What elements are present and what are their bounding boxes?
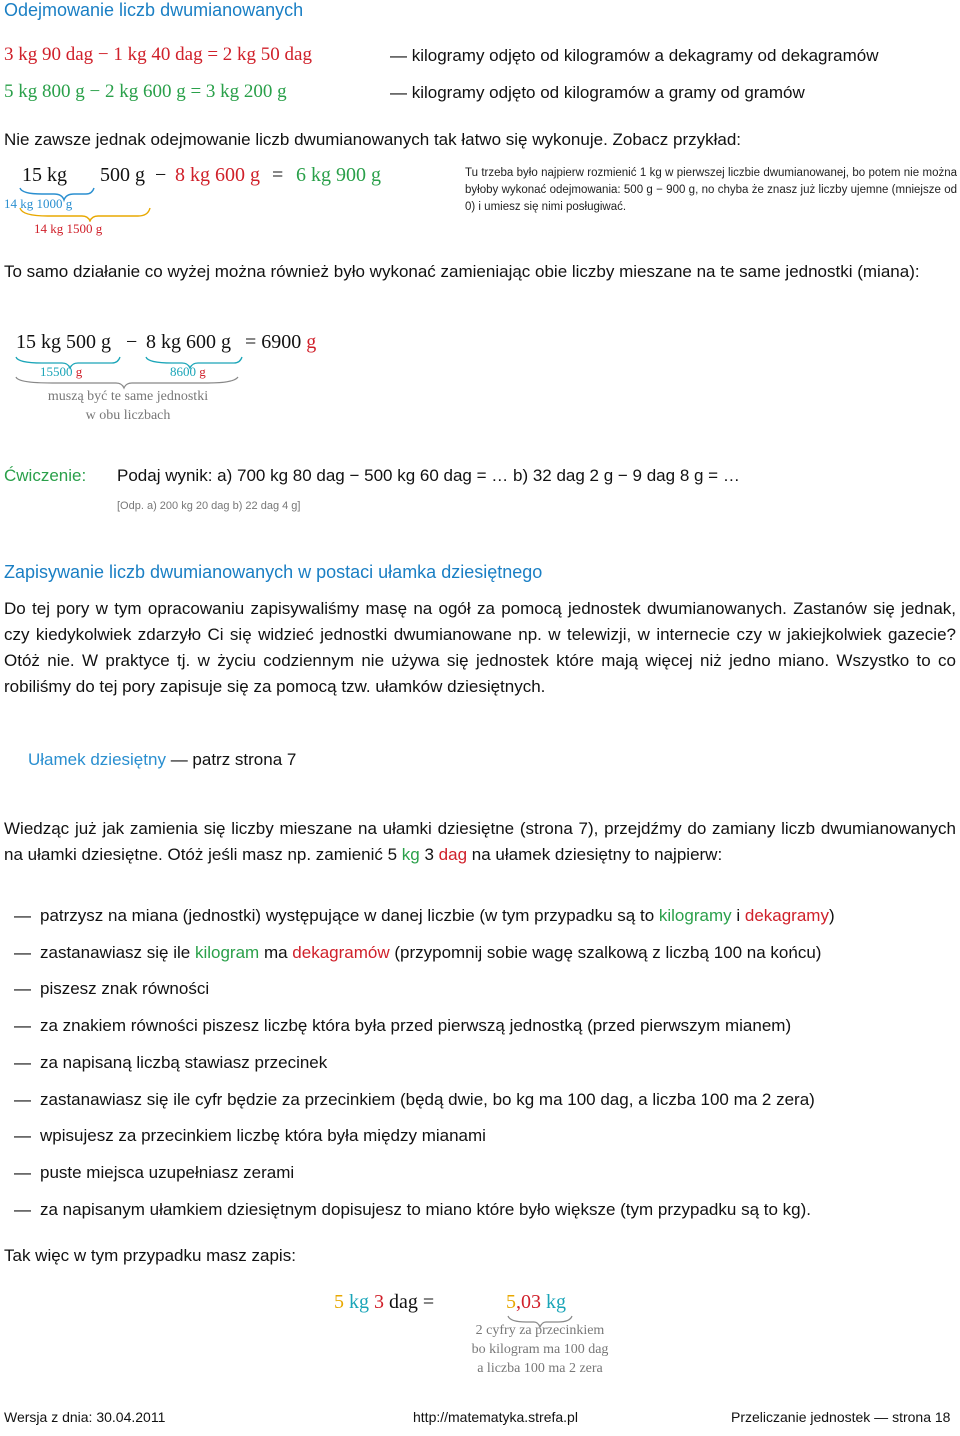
step-text-c: ) xyxy=(828,906,835,925)
exercise-answer: [Odp. a) 200 kg 20 dag b) 22 dag 4 g] xyxy=(117,500,301,512)
footer-page: Przeliczanie jednostek — strona 18 xyxy=(731,1409,951,1425)
step-text-a: za napisanym ułamkiem dziesiętnym dopisujesz to miano które było większe (tym przypadku są to kg). xyxy=(40,1199,811,1219)
intro-text: Nie zawsze jednak odejmowanie liczb dwumianowanych tak łatwo się wykonuje. Zobacz przykład: xyxy=(4,130,742,149)
conclusion-text: Tak więc w tym przypadku masz zapis: xyxy=(4,1246,296,1265)
step-item xyxy=(14,979,209,999)
final-equation: 5 kg 3 dag = xyxy=(334,1291,435,1313)
eq3-note-line2: w obu liczbach xyxy=(85,408,171,423)
final-result: 5,03 kg xyxy=(506,1291,566,1313)
footer-url[interactable]: http://matematyka.strefa.pl xyxy=(413,1409,578,1425)
step-dash: — xyxy=(14,979,31,999)
equation-kg-g: 5 kg 800 g − 2 kg 600 g = 3 kg 200 g xyxy=(4,81,287,102)
step-item xyxy=(14,1126,486,1146)
reference-decimal-fraction xyxy=(28,750,296,770)
exercise-label: Ćwiczenie: xyxy=(4,466,87,485)
step-text-a: za napisaną liczbą stawiasz przecinek xyxy=(40,1052,328,1072)
step-text-a: wpisujesz za przecinkiem liczbę która była między mianami xyxy=(40,1126,486,1146)
side-note: Tu trzeba było najpierw rozmienić 1 kg w pierwszej liczbie dwumianowanej, bo potem nie można byłoby wykonać odejmowania: 500 g − 900 g, no chyba że znasz już liczby ujemne (mniejsze od 0) i umiesz się nimi posługiwać. xyxy=(465,167,957,213)
step-text-c: (przypomnij sobie wagę szalkową z liczbą 100 na końcu) xyxy=(389,942,822,962)
step-text-r: dekagramów xyxy=(292,942,390,962)
section2-paragraph1: Do tej pory w tym opracowaniu zapisywaliśmy masę na ogół za pomocą jednostek dwumianowanych. Zastanów się jednak, czy kiedykolwiek zdarzyło Ci się widzieć jednostki dwumianowane np. w telewizji, w internecie czy w jakiejkolwiek gazecie? Otóż nie. W praktyce tj. w życiu codziennym nie używa się jednostek które mają więcej niż jedno miano. Wszystko to co robiliśmy do tej pory zapisuje się za pomocą tzw. ułamków dziesiętnych. xyxy=(4,599,956,696)
final-note xyxy=(440,1321,640,1378)
step-dash: — xyxy=(14,906,31,925)
equation-kg-g-note: — kilogramy odjęto od kilogramów a gramy od gramów xyxy=(390,83,805,102)
section-title-decimal: Zapisywanie liczb dwumianowanych w postaci ułamka dziesiętnego xyxy=(4,562,543,582)
step-text-a: zastanawiasz się ile cyfr będzie za przecinkiem (będą dwie, bo kg ma 100 dag, a liczba 100 ma 2 zera) xyxy=(40,1089,815,1109)
example-minus: − xyxy=(155,164,167,186)
eq3-mid: 8 kg 600 g xyxy=(146,331,231,353)
example-8kg600g: 8 kg 600 g xyxy=(175,164,260,186)
step-text-g: kilogramy xyxy=(658,906,732,925)
step-text-b: i xyxy=(731,906,745,925)
reference-page: — patrz strona 7 xyxy=(170,750,297,769)
step-dash: — xyxy=(14,1052,31,1072)
step-item xyxy=(14,1053,327,1073)
eq3-sub2: 8600 g xyxy=(170,364,206,379)
equation-kg-dag: 3 kg 90 dag − 1 kg 40 dag = 2 kg 50 dag xyxy=(4,44,312,65)
example-sub-14kg1000g: 14 kg 1000 g xyxy=(4,196,73,211)
eq3-note-line1: muszą być te same jednostki xyxy=(47,389,209,404)
example-15kg: 15 kg xyxy=(22,164,67,186)
step-item xyxy=(14,906,835,926)
step-dash: — xyxy=(14,1199,31,1219)
eq3-result: = 6900 g xyxy=(245,331,317,353)
step-item xyxy=(14,1016,791,1036)
reference-term: Ułamek dziesiętny xyxy=(28,750,166,769)
final-note-line3: a liczba 100 ma 2 zera xyxy=(477,1361,603,1376)
eq3-left: 15 kg 500 g xyxy=(16,331,111,353)
step-item xyxy=(14,943,821,963)
step-text-a: piszesz znak równości xyxy=(40,979,210,999)
step-text-g: kilogram xyxy=(194,942,260,962)
step-item xyxy=(14,1163,294,1183)
final-note-line2: bo kilogram ma 100 dag xyxy=(471,1342,609,1357)
step-text-a: puste miejsca uzupełniasz zerami xyxy=(40,1162,295,1182)
footer-version: Wersja z dnia: 30.04.2011 xyxy=(4,1409,166,1425)
step-item xyxy=(14,1200,811,1220)
eq3-sub1: 15500 g xyxy=(40,364,83,379)
step-item xyxy=(14,1090,815,1110)
step-text-a: za znakiem równości piszesz liczbę która była przed pierwszą jednostką (przed pierwszym mianem) xyxy=(40,1016,792,1036)
example-result: 6 kg 900 g xyxy=(296,164,381,186)
step-text-r: dekagramy xyxy=(744,906,829,925)
step-text-b: ma xyxy=(259,942,293,962)
example-sub-14kg1500g: 14 kg 1500 g xyxy=(34,221,103,236)
step-text-a: zastanawiasz się ile xyxy=(40,942,195,962)
example-500g: 500 g xyxy=(100,164,145,186)
equation-kg-dag-note: — kilogramy odjęto od kilogramów a dekagramy od dekagramów xyxy=(390,46,879,65)
exercise-text: Podaj wynik: a) 700 kg 80 dag − 500 kg 60 dag = … b) 32 dag 2 g − 9 dag 8 g = … xyxy=(117,466,740,485)
step-dash: — xyxy=(14,942,31,962)
step-dash: — xyxy=(14,1162,31,1182)
section2-paragraph2: Wiedząc już jak zamienia się liczby mieszane na ułamki dziesiętne (strona 7), przejdźmy do zamiany liczb dwumianowanych na ułamki dziesiętne. Otóż jeśli masz np. zamienić 5 kg 3 dag na ułamek dziesiętny to najpierw: xyxy=(4,819,956,864)
step-dash: — xyxy=(14,1126,31,1146)
section-title-subtraction: Odejmowanie liczb dwumianowanych xyxy=(4,0,304,20)
step-text-a: patrzysz na miana (jednostki) występujące w danej liczbie (w tym przypadku są to xyxy=(40,906,659,925)
final-note-line1: 2 cyfry za przecinkiem xyxy=(475,1323,605,1338)
example-equals: = xyxy=(272,164,284,186)
eq3-note xyxy=(26,387,230,425)
eq3-minus: − xyxy=(126,331,138,353)
step-dash: — xyxy=(14,1089,31,1109)
same-units-text: To samo działanie co wyżej można również było wykonać zamieniając obie liczby mieszane na te same jednostki (miana): xyxy=(4,262,920,281)
step-dash: — xyxy=(14,1016,31,1036)
